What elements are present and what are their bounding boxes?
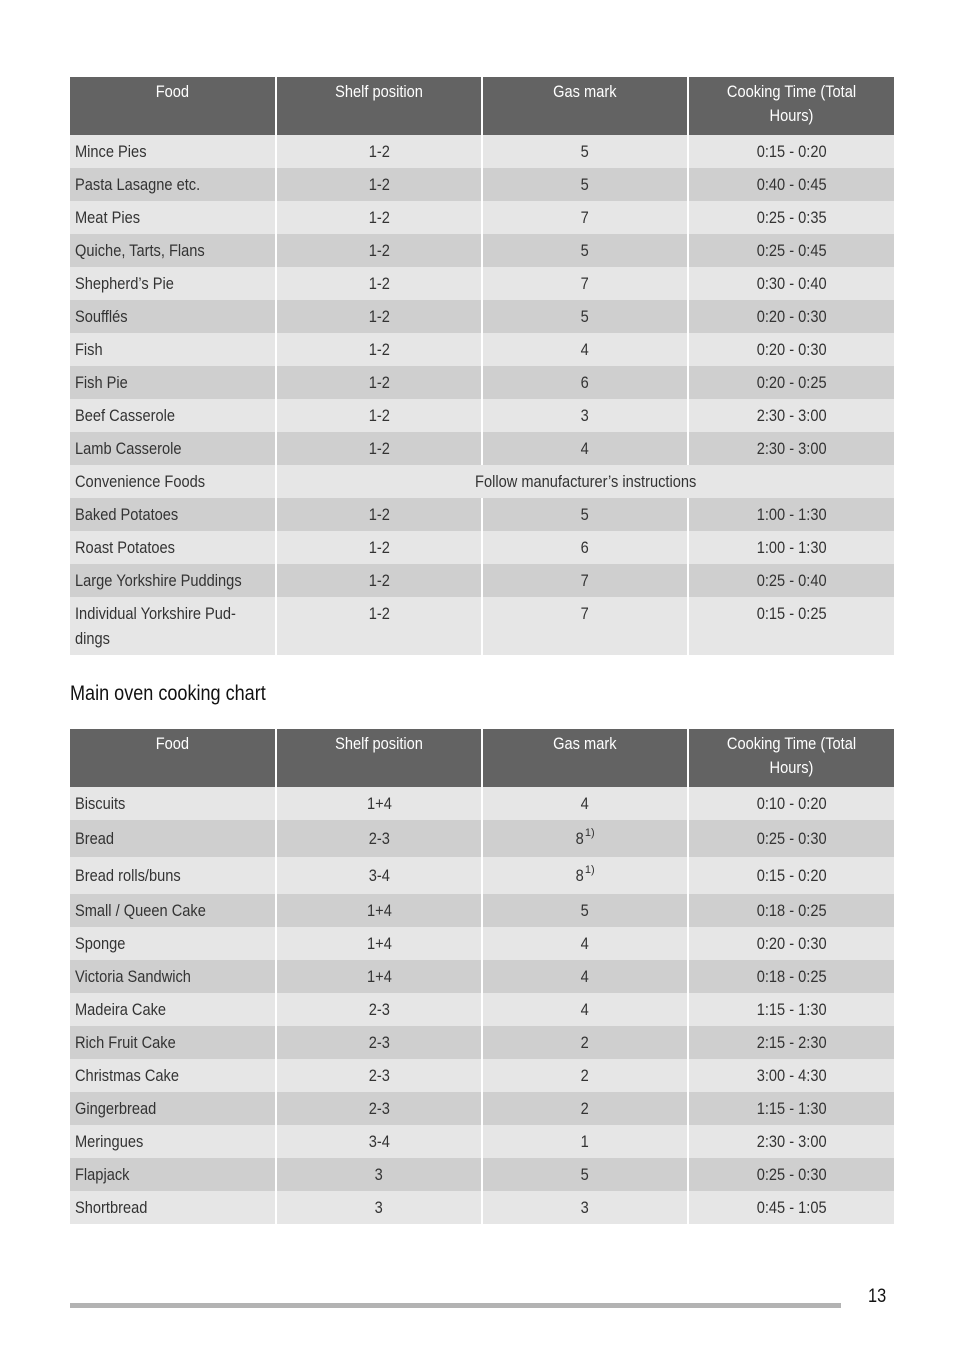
cell-shelf-position: 3-4 [276,1125,482,1158]
cell-food: Sponge [70,927,276,960]
table-row [70,366,894,399]
cell-shelf-position: 1-2 [276,432,482,465]
cell-food: Convenience Foods [70,465,276,498]
footnote-marker: 1) [584,864,595,876]
cell-food: Meat Pies [70,201,276,234]
table-row [70,927,894,960]
cell-shelf-position: 1-2 [276,597,482,655]
cell-gas-mark: 6 [482,531,688,564]
cell-shelf-position: 1+4 [276,927,482,960]
table-row [70,1026,894,1059]
cell-cooking-time: 0:40 - 0:45 [688,168,894,201]
header-food: Food [70,729,276,787]
cell-cooking-time: 0:15 - 0:20 [688,857,894,894]
cell-cooking-time: 0:20 - 0:30 [688,300,894,333]
cell-cooking-time: 0:25 - 0:30 [688,1158,894,1191]
cell-food: Mince Pies [70,135,276,168]
table-row [70,993,894,1026]
cell-shelf-position: 1-2 [276,333,482,366]
cell-shelf-position: 1-2 [276,366,482,399]
cell-food: Bread [70,820,276,857]
table-row [70,531,894,564]
table-row [70,333,894,366]
cell-gas-mark: 7 [482,201,688,234]
cell-cooking-time: 0:25 - 0:30 [688,820,894,857]
page-number: 13 [868,1286,887,1307]
cell-gas-mark: 4 [482,960,688,993]
cell-food: Baked Potatoes [70,498,276,531]
cell-food: Bread rolls/buns [70,857,276,894]
main-oven-cooking-chart-table [70,729,894,1224]
cell-gas-mark: 3 [482,1191,688,1224]
table-row [70,1059,894,1092]
header-shelf-position: Shelf position [276,77,482,135]
cell-shelf-position: 2-3 [276,993,482,1026]
cell-cooking-time: 0:18 - 0:25 [688,894,894,927]
table-row [70,820,894,857]
cell-shelf-position: 2-3 [276,1026,482,1059]
cell-gas-mark: 4 [482,432,688,465]
table-header-row [70,729,894,787]
table-row [70,498,894,531]
cell-shelf-position: 1-2 [276,399,482,432]
cell-cooking-time: 0:20 - 0:30 [688,333,894,366]
cell-food: Quiche, Tarts, Flans [70,234,276,267]
cell-shelf-position: 1-2 [276,564,482,597]
cell-shelf-position: 3 [276,1158,482,1191]
cell-shelf-position: 1-2 [276,498,482,531]
cell-gas-mark: 5 [482,168,688,201]
cell-cooking-time: 1:15 - 1:30 [688,993,894,1026]
table-row [70,168,894,201]
table-row [70,267,894,300]
cell-cooking-time: 0:25 - 0:35 [688,201,894,234]
cell-food: Individual Yorkshire Pud-dings [70,597,276,655]
cell-food: Gingerbread [70,1092,276,1125]
cell-cooking-time: 0:45 - 1:05 [688,1191,894,1224]
cell-gas-mark: 8$^{1)}$ [482,820,688,857]
cell-shelf-position: 1+4 [276,960,482,993]
cell-gas-mark: 2 [482,1059,688,1092]
header-cooking-time: Cooking Time (Total Hours) [688,77,894,135]
cell-gas-mark: 5 [482,894,688,927]
cell-food: Meringues [70,1125,276,1158]
cell-shelf-position: 1+4 [276,787,482,820]
cell-instructions: Follow manufacturer’s instructions [276,465,894,498]
table-row [70,135,894,168]
table-row [70,960,894,993]
cell-cooking-time: 0:20 - 0:30 [688,927,894,960]
cell-shelf-position: 1-2 [276,234,482,267]
cell-shelf-position: 2-3 [276,1059,482,1092]
table-row [70,787,894,820]
cell-food: Roast Potatoes [70,531,276,564]
cell-food: Soufflés [70,300,276,333]
cell-cooking-time: 0:25 - 0:45 [688,234,894,267]
cell-gas-mark: 6 [482,366,688,399]
cell-food: Shortbread [70,1191,276,1224]
cell-cooking-time: 0:10 - 0:20 [688,787,894,820]
cell-food: Pasta Lasagne etc. [70,168,276,201]
table-row [70,432,894,465]
table-row [70,894,894,927]
cell-cooking-time: 0:15 - 0:20 [688,135,894,168]
header-gas-mark: Gas mark [482,77,688,135]
header-gas-mark: Gas mark [482,729,688,787]
cell-cooking-time: 2:30 - 3:00 [688,432,894,465]
cell-food: Shepherd’s Pie [70,267,276,300]
cell-gas-mark: 7 [482,564,688,597]
cell-food: Flapjack [70,1158,276,1191]
cell-shelf-position: 1-2 [276,300,482,333]
cell-gas-mark: 5 [482,1158,688,1191]
cell-gas-mark: 8$^{1)}$ [482,857,688,894]
table-row [70,234,894,267]
cell-shelf-position: 1-2 [276,201,482,234]
cell-food: Rich Fruit Cake [70,1026,276,1059]
table-row [70,465,894,498]
cell-food: Fish [70,333,276,366]
cell-cooking-time: 0:30 - 0:40 [688,267,894,300]
cell-gas-mark: 4 [482,927,688,960]
cell-food: Small / Queen Cake [70,894,276,927]
table-row [70,1191,894,1224]
cell-shelf-position: 1-2 [276,267,482,300]
header-shelf-position: Shelf position [276,729,482,787]
cell-shelf-position: 1-2 [276,135,482,168]
cell-cooking-time: 1:00 - 1:30 [688,498,894,531]
cell-gas-mark: 2 [482,1026,688,1059]
cell-cooking-time: 1:00 - 1:30 [688,531,894,564]
footer-rule [70,1303,841,1308]
cell-shelf-position: 3-4 [276,857,482,894]
table-row [70,597,894,655]
cell-gas-mark: 3 [482,399,688,432]
table-row [70,564,894,597]
table-header-row [70,77,894,135]
cell-shelf-position: 3 [276,1191,482,1224]
table-row [70,1092,894,1125]
header-cooking-time: Cooking Time (Total Hours) [688,729,894,787]
table-row [70,857,894,894]
cell-cooking-time: 1:15 - 1:30 [688,1092,894,1125]
cell-food: Fish Pie [70,366,276,399]
header-food: Food [70,77,276,135]
cell-shelf-position: 2-3 [276,1092,482,1125]
cell-gas-mark: 5 [482,135,688,168]
cell-shelf-position: 2-3 [276,820,482,857]
cell-gas-mark: 2 [482,1092,688,1125]
cell-food: Lamb Casserole [70,432,276,465]
cell-shelf-position: 1-2 [276,531,482,564]
table-row [70,1158,894,1191]
cell-food: Christmas Cake [70,1059,276,1092]
cell-gas-mark: 7 [482,267,688,300]
cell-cooking-time: 2:15 - 2:30 [688,1026,894,1059]
cell-gas-mark: 5 [482,498,688,531]
cooking-table-top [70,77,894,655]
cell-shelf-position: 1-2 [276,168,482,201]
table-row [70,300,894,333]
cell-cooking-time: 0:18 - 0:25 [688,960,894,993]
cell-shelf-position: 1+4 [276,894,482,927]
cell-gas-mark: 5 [482,300,688,333]
cell-gas-mark: 4 [482,993,688,1026]
cell-food: Beef Casserole [70,399,276,432]
cell-cooking-time: 0:25 - 0:40 [688,564,894,597]
cell-gas-mark: 4 [482,333,688,366]
cell-gas-mark: 4 [482,787,688,820]
cell-cooking-time: 0:15 - 0:25 [688,597,894,655]
table-row [70,399,894,432]
table-row [70,1125,894,1158]
table-row [70,201,894,234]
cell-food: Large Yorkshire Puddings [70,564,276,597]
cell-gas-mark: 5 [482,234,688,267]
section-title: Main oven cooking chart [70,682,266,705]
cell-cooking-time: 2:30 - 3:00 [688,399,894,432]
cell-food: Victoria Sandwich [70,960,276,993]
cell-cooking-time: 3:00 - 4:30 [688,1059,894,1092]
cell-cooking-time: 0:20 - 0:25 [688,366,894,399]
cell-gas-mark: 7 [482,597,688,655]
cell-food: Biscuits [70,787,276,820]
cell-gas-mark: 1 [482,1125,688,1158]
footnote-marker: 1) [584,827,595,839]
cell-food: Madeira Cake [70,993,276,1026]
cell-cooking-time: 2:30 - 3:00 [688,1125,894,1158]
